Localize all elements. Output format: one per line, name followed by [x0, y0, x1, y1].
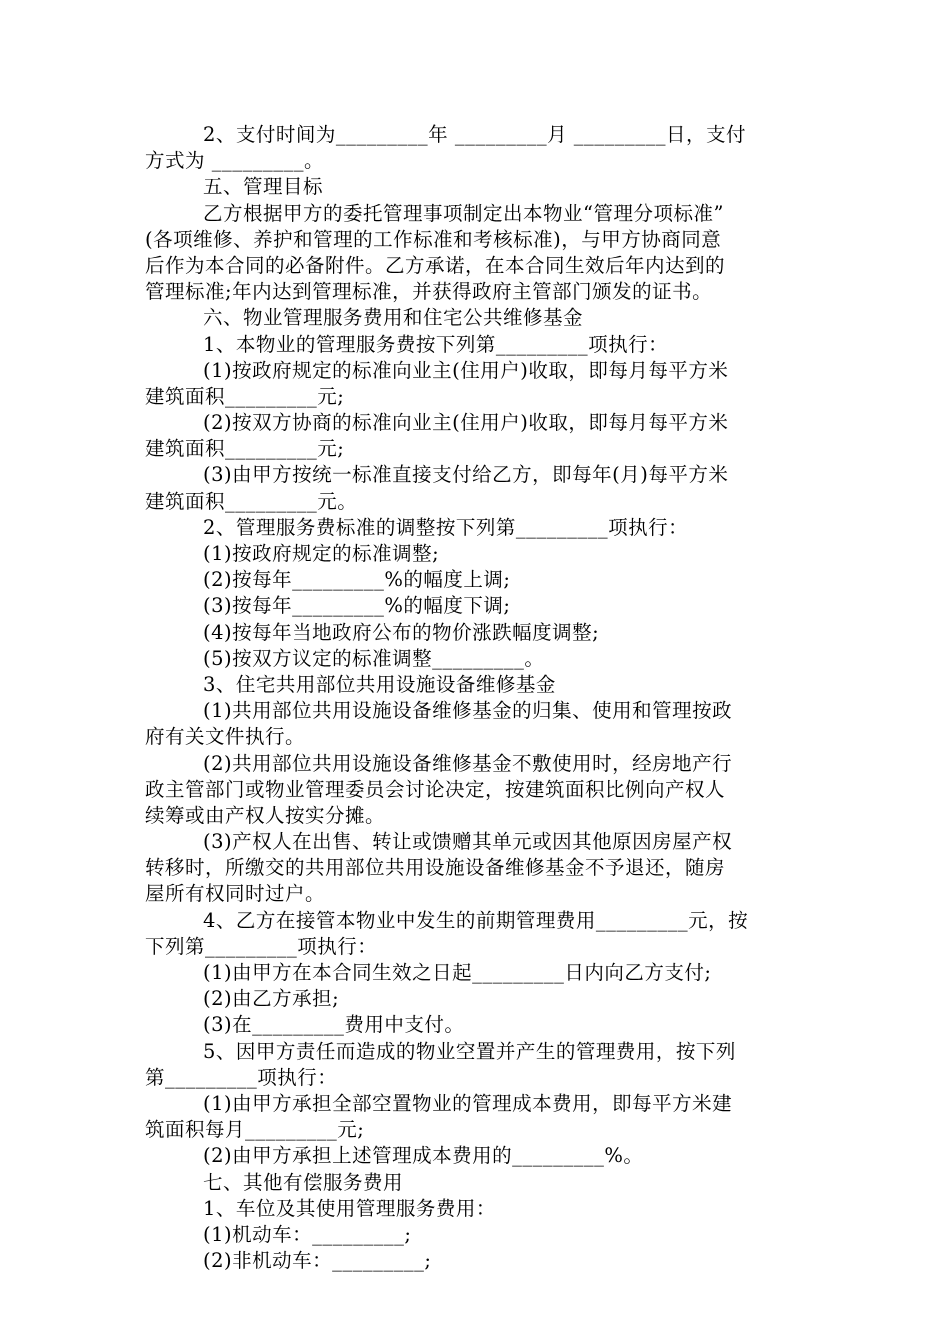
text-line: 建筑面积_________元。 [145, 489, 358, 513]
text-line: (3)产权人在出售、转让或馈赠其单元或因其他原因房屋产权 [203, 830, 733, 854]
text-line: (3)在_________费用中支付。 [203, 1013, 465, 1037]
text-line: 后作为本合同的必备附件。乙方承诺，在本合同生效后年内达到的 [145, 253, 726, 277]
text-line: 1、本物业的管理服务费按下列第_________项执行： [203, 332, 669, 356]
text-line: 府有关文件执行。 [145, 725, 306, 749]
text-line: 5、因甲方责任而造成的物业空置并产生的管理费用，按下列 [203, 1039, 736, 1063]
text-line: 第_________项执行： [145, 1065, 338, 1089]
text-line: 筑面积每月_________元; [145, 1118, 365, 1142]
text-line: 转移时，所缴交的共用部位共用设施设备维修基金不予退还，随房 [145, 856, 726, 880]
text-line: 续筹或由产权人按实分摊。 [145, 803, 386, 827]
text-line: (3)按每年_________%的幅度下调; [203, 594, 511, 618]
text-line: (1)由甲方在本合同生效之日起_________日内向乙方支付; [203, 961, 712, 984]
text-line: 建筑面积_________元; [145, 437, 345, 461]
text-line: (各项维修、养护和管理的工作标准和考核标准)，与甲方协商同意 [145, 227, 722, 251]
text-line: (1)机动车：_________; [203, 1222, 412, 1246]
text-line: (1)按政府规定的标准调整; [203, 542, 440, 565]
text-line: (2)由甲方承担上述管理成本费用的_________%。 [203, 1144, 644, 1168]
contract-text [145, 122, 807, 1274]
text-line: 3、住宅共用部位共用设施设备维修基金 [203, 672, 556, 696]
section-heading: 六、物业管理服务费用和住宅公共维修基金 [203, 306, 584, 330]
text-line: (1)由甲方承担全部空置物业的管理成本费用，即每平方米建 [203, 1091, 733, 1115]
text-line: (2)共用部位共用设施设备维修基金不敷使用时，经房地产行 [203, 751, 733, 775]
text-line: 建筑面积_________元; [145, 384, 345, 408]
text-line: 方式为 _________。 [145, 149, 324, 173]
text-line: (2)非机动车：_________; [203, 1249, 432, 1273]
text-line: 管理标准;年内达到管理标准，并获得政府主管部门颁发的证书。 [145, 280, 713, 304]
text-line: 乙方根据甲方的委托管理事项制定出本物业“管理分项标准” [203, 201, 724, 225]
section-heading: 七、其他有偿服务费用 [203, 1170, 404, 1194]
text-line: (5)按双方议定的标准调整_________。 [203, 646, 545, 670]
text-line: 下列第_________项执行： [145, 934, 378, 958]
text-line: (4)按每年当地政府公布的物价涨跌幅度调整; [203, 620, 600, 644]
text-line: (2)由乙方承担; [203, 987, 340, 1011]
text-line: (3)由甲方按统一标准直接支付给乙方，即每年(月)每平方米 [203, 463, 729, 487]
section-heading: 五、管理目标 [203, 175, 324, 199]
text-line: 政主管部门或物业管理委员会讨论决定，按建筑面积比例向产权人 [145, 777, 726, 801]
text-line: 屋所有权同时过户。 [145, 882, 326, 906]
text-line: (2)按每年_________%的幅度上调; [203, 568, 511, 592]
text-line: 2、支付时间为_________年 _________月 _________日，支付 [203, 123, 747, 146]
text-line: 1、车位及其使用管理服务费用： [203, 1196, 496, 1220]
text-line: (1)按政府规定的标准向业主(住用户)收取，即每月每平方米 [203, 358, 729, 382]
text-line: (2)按双方协商的标准向业主(住用户)收取，即每月每平方米 [203, 411, 729, 435]
text-line: 4、乙方在接管本物业中发生的前期管理费用_________元，按 [203, 908, 749, 932]
text-line: (1)共用部位共用设施设备维修基金的归集、使用和管理按政 [203, 699, 733, 723]
text-line: 2、管理服务费标准的调整按下列第_________项执行： [203, 515, 689, 539]
